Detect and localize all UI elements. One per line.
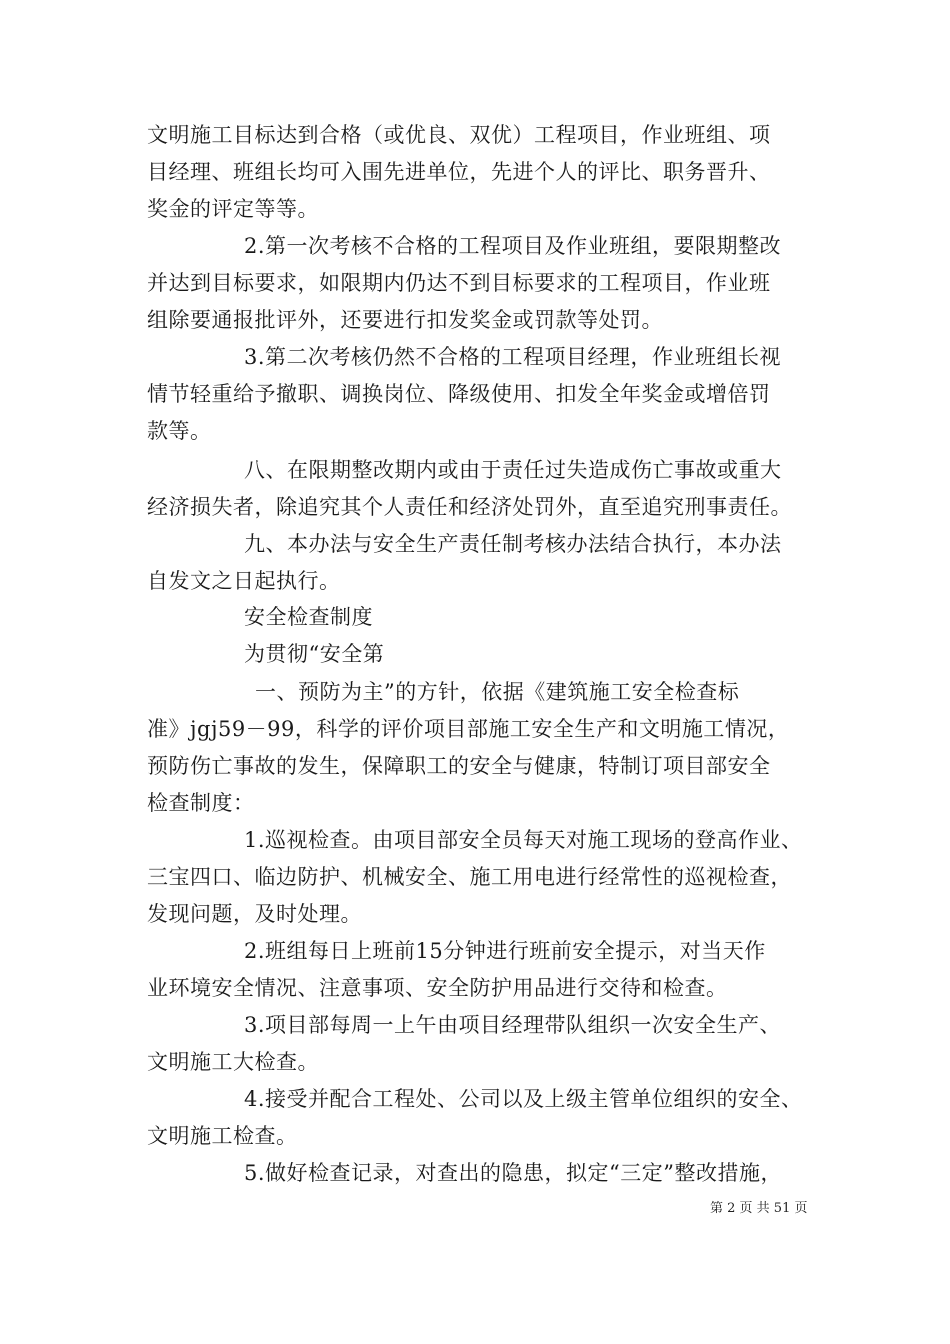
text-line: 文明施工检查。 <box>147 1124 298 1148</box>
text-line: 5.做好检查记录，对查出的隐患，拟定“三定”整改措施， <box>244 1161 783 1185</box>
text-line: 3.第二次考核仍然不合格的工程项目经理，作业班组长视 <box>244 345 782 369</box>
text-line: 4.接受并配合工程处、公司以及上级主管单位组织的安全、 <box>244 1087 803 1111</box>
text-line: 3.项目部每周一上午由项目经理带队组织一次安全生产、 <box>244 1013 782 1037</box>
text-line: 组除要通报批评外，还要进行扣发奖金或罚款等处罚。 <box>147 308 663 332</box>
text-line: 款等。 <box>147 419 212 443</box>
text-line: 八、在限期整改期内或由于责任过失造成伤亡事故或重大 <box>244 458 782 482</box>
page-number: 第 2 页 共 51 页 <box>710 1201 808 1216</box>
text-line: 自发文之日起执行。 <box>147 569 341 593</box>
text-line: 1.巡视检查。由项目部安全员每天对施工现场的登高作业、 <box>244 828 803 852</box>
text-line: 奖金的评定等等。 <box>147 197 319 221</box>
text-line: 三宝四口、临边防护、机械安全、施工用电进行经常性的巡视检查， <box>147 865 792 889</box>
text-line: 准》jgj59－99，科学的评价项目部施工安全生产和文明施工情况， <box>147 717 790 741</box>
text-line: 并达到目标要求，如限期内仍达不到目标要求的工程项目，作业班 <box>147 271 771 295</box>
text-line: 文明施工目标达到合格（或优良、双优）工程项目，作业班组、项 <box>147 123 771 147</box>
text-line: 发现问题，及时处理。 <box>147 902 362 926</box>
text-line: 情节轻重给予撤职、调换岗位、降级使用、扣发全年奖金或增倍罚 <box>147 382 771 406</box>
text-line: 为贯彻“安全第 <box>244 642 385 666</box>
text-line: 文明施工大检查。 <box>147 1050 319 1074</box>
text-line: 业环境安全情况、注意事项、安全防护用品进行交待和检查。 <box>147 976 728 1000</box>
text-line: 检查制度： <box>147 791 255 815</box>
text-line: 九、本办法与安全生产责任制考核办法结合执行，本办法 <box>244 532 782 556</box>
text-line: 经济损失者，除追究其个人责任和经济处罚外，直至追究刑事责任。 <box>147 495 792 519</box>
text-line: 预防伤亡事故的发生，保障职工的安全与健康，特制订项目部安全 <box>147 754 771 778</box>
section-title: 安全检查制度 <box>244 605 373 629</box>
text-line: 目经理、班组长均可入围先进单位，先进个人的评比、职务晋升、 <box>147 160 771 184</box>
text-line: 一、预防为主”的方针，依据《建筑施工安全检查标 <box>255 680 740 704</box>
text-line: 2.班组每日上班前15分钟进行班前安全提示，对当天作 <box>244 939 766 963</box>
text-line: 2.第一次考核不合格的工程项目及作业班组，要限期整改 <box>244 234 782 258</box>
